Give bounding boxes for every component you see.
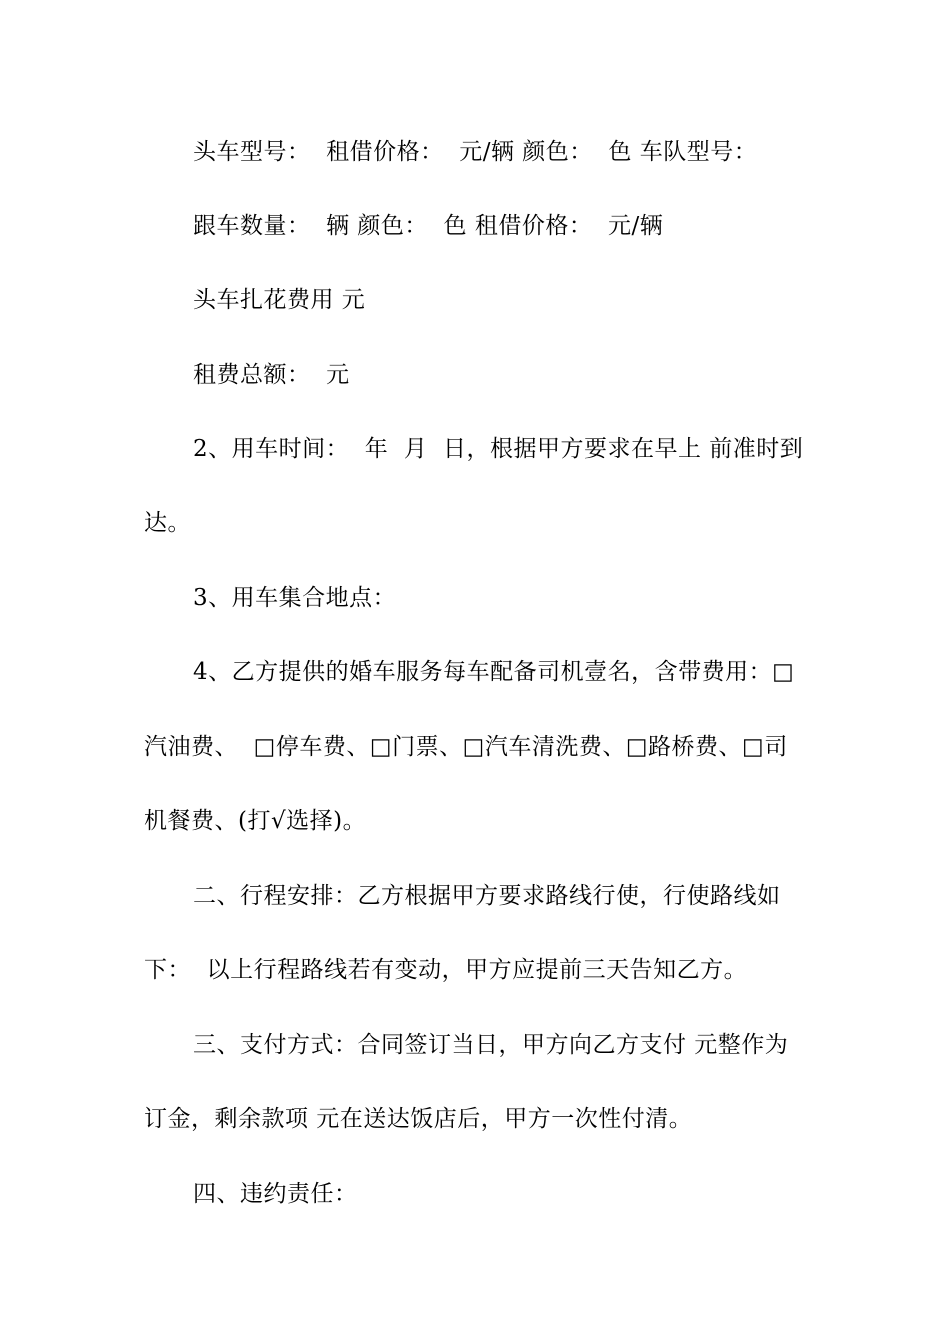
usage-time-continuation: 达。 bbox=[144, 510, 191, 536]
itinerary-heading-line: 二、行程安排：乙方根据甲方要求路线行使，行使路线如 bbox=[193, 883, 781, 909]
decoration-fee-line: 头车扎花费用 元 bbox=[193, 287, 366, 313]
payment-heading-line: 三、支付方式：合同签订当日，甲方向乙方支付 元整作为 bbox=[193, 1032, 789, 1058]
driver-service-line: 4、乙方提供的婚车服务每车配备司机壹名，含带费用：□ bbox=[193, 659, 795, 685]
fee-options-continuation: 机餐费、(打√选择)。 bbox=[144, 808, 367, 834]
total-rent-line: 租费总额： 元 bbox=[193, 362, 350, 388]
meeting-place-line: 3、用车集合地点： bbox=[193, 585, 397, 611]
usage-time-line: 2、用车时间： 年 月 日，根据甲方要求在早上 前准时到 bbox=[193, 436, 804, 462]
breach-heading-line: 四、违约责任： bbox=[193, 1181, 358, 1207]
itinerary-continuation: 下： 以上行程路线若有变动，甲方应提前三天告知乙方。 bbox=[144, 957, 748, 983]
lead-car-line: 头车型号： 租借价格： 元/辆 颜色： 色 车队型号： bbox=[193, 139, 758, 165]
fee-options-line: 汽油费、 □停车费、□门票、□汽车清洗费、□路桥费、□司 bbox=[144, 734, 788, 760]
follow-car-line: 跟车数量： 辆 颜色： 色 租借价格： 元/辆 bbox=[193, 213, 664, 239]
payment-continuation: 订金，剩余款项 元在送达饭店后，甲方一次性付清。 bbox=[144, 1106, 693, 1132]
